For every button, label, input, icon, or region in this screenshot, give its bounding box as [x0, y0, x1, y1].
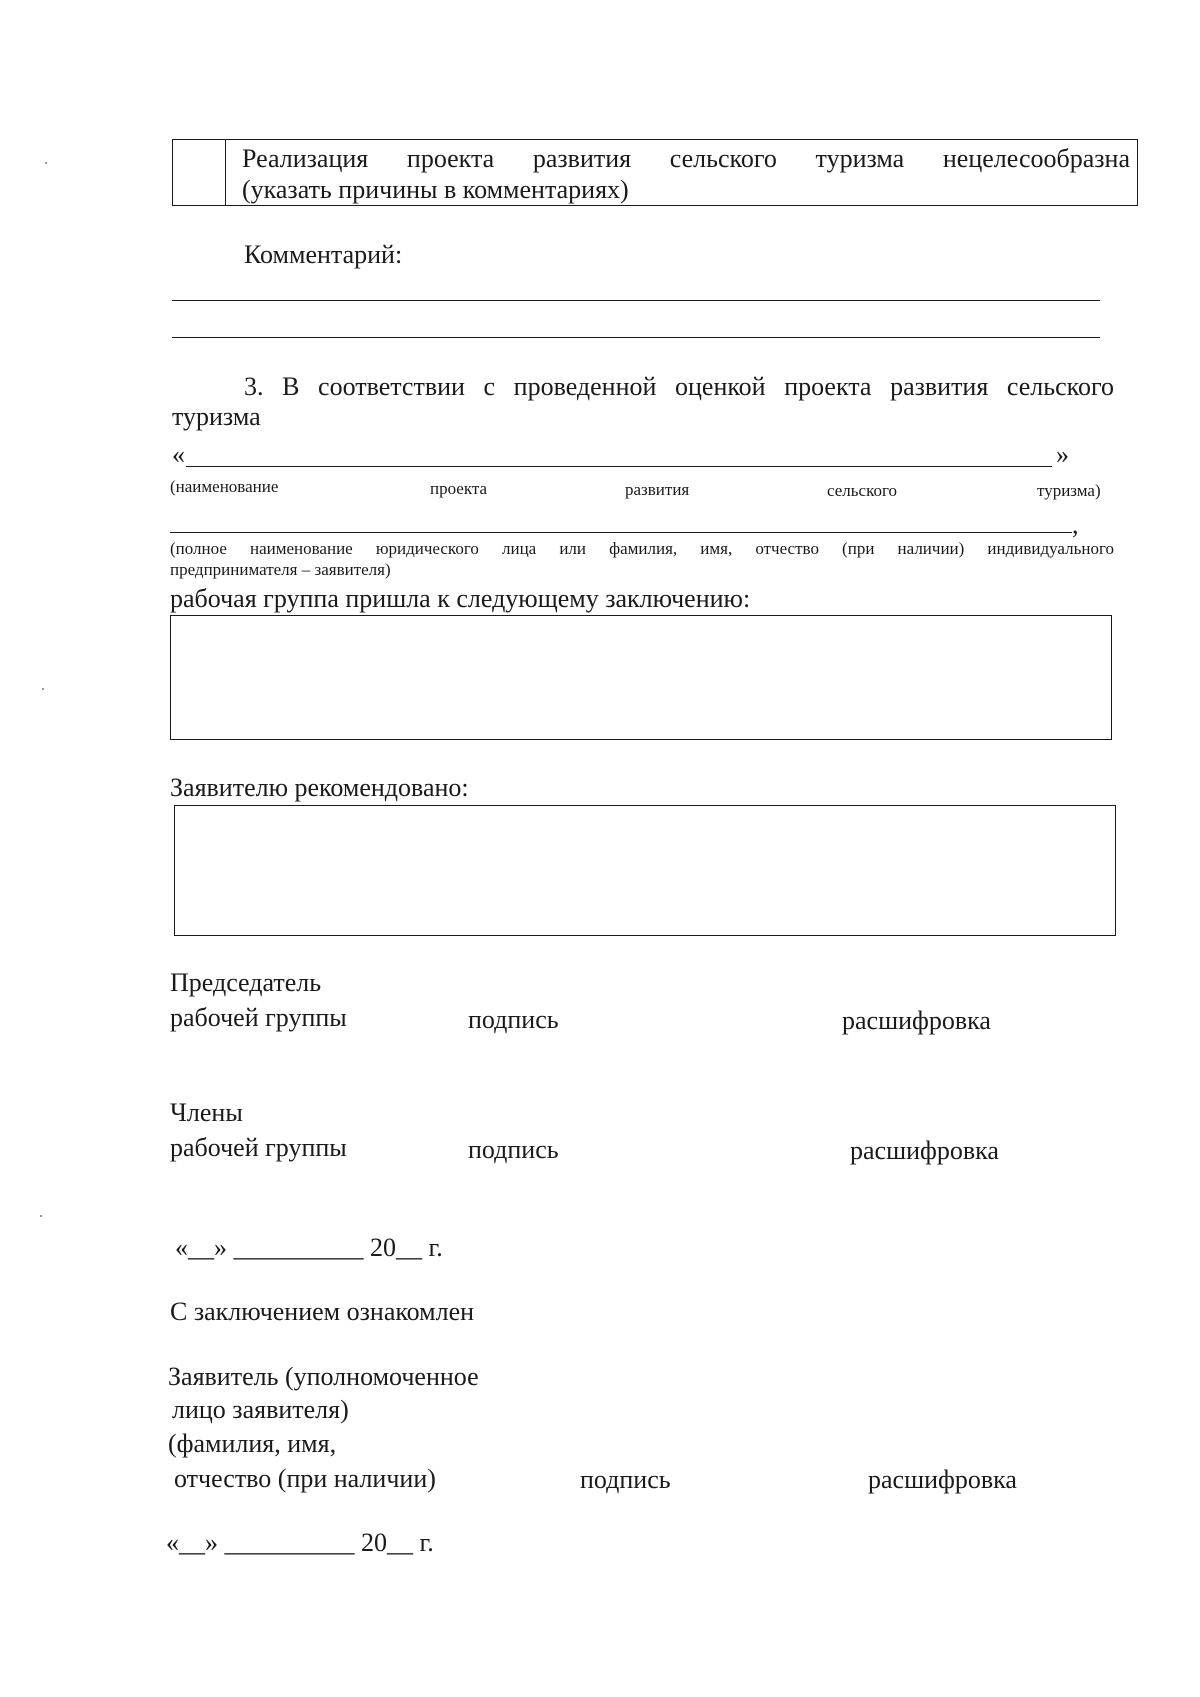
applicant-line3: (фамилия, имя,: [168, 1429, 337, 1458]
project-caption-4: сельского: [827, 481, 898, 500]
date2-month[interactable]: __________: [224, 1528, 355, 1557]
date2-quote-close: »: [205, 1528, 218, 1557]
date2-year-prefix: 20: [361, 1528, 387, 1557]
option-text-line1: Реализация проекта развития сельского туризма нецелесообразна: [242, 144, 1130, 173]
date1-year[interactable]: __: [396, 1233, 422, 1262]
applicant-comma: ,: [1072, 510, 1079, 539]
applicant-caption-line1: (полное наименование юридического лица или фамилия, имя, отчество (при наличии) индивидуального: [170, 539, 1114, 558]
applicant-line2: лицо заявителя): [172, 1395, 349, 1424]
date2-suffix: г.: [419, 1528, 434, 1557]
date2-quote-open: «: [166, 1528, 179, 1557]
chairman-role-line1: Председатель: [170, 968, 322, 997]
recommended-box[interactable]: [174, 805, 1116, 936]
applicant-caption-line2: предпринимателя – заявителя): [170, 560, 391, 579]
applicant-line1: Заявитель (уполномоченное: [168, 1362, 479, 1391]
scan-speck: [42, 688, 44, 690]
date1-year-prefix: 20: [370, 1233, 396, 1262]
project-caption-5: туризма): [1037, 481, 1101, 500]
scan-speck: [45, 162, 47, 164]
date1-day[interactable]: __: [188, 1233, 214, 1262]
date1-quote-close: »: [214, 1233, 227, 1262]
date1-month[interactable]: __________: [233, 1233, 364, 1262]
date1[interactable]: [175, 1233, 443, 1263]
project-caption-3: развития: [625, 480, 690, 499]
comment-line-1[interactable]: [172, 300, 1100, 301]
date2-day[interactable]: __: [179, 1528, 205, 1557]
date2[interactable]: [166, 1528, 434, 1558]
section3-line2: туризма: [172, 402, 261, 431]
conclusion-box[interactable]: [170, 615, 1112, 740]
members-signature: подпись: [468, 1135, 559, 1164]
comment-label: Комментарий:: [244, 240, 403, 269]
recommended-label: Заявителю рекомендовано:: [170, 773, 469, 802]
date1-suffix: г.: [428, 1233, 443, 1262]
date1-quote-open: «: [175, 1233, 188, 1262]
applicant-signature: подпись: [580, 1465, 671, 1494]
conclusion-label: рабочая группа пришла к следующему заключению:: [170, 584, 751, 613]
members-role-line2: рабочей группы: [170, 1133, 347, 1162]
chairman-signature: подпись: [468, 1005, 559, 1034]
project-name-field[interactable]: [186, 466, 1052, 467]
comment-line-2[interactable]: [172, 337, 1100, 338]
chairman-role-line2: рабочей группы: [170, 1003, 347, 1032]
project-caption-1: (наименование: [170, 477, 279, 496]
applicant-name-field[interactable]: [170, 532, 1072, 533]
option-checkbox[interactable]: [172, 139, 226, 206]
project-caption-2: проекта: [430, 479, 488, 498]
members-role-line1: Члены: [170, 1098, 243, 1127]
option-text-line2: (указать причины в комментариях): [242, 175, 629, 204]
members-decoding: расшифровка: [850, 1136, 999, 1165]
project-quote-open: «: [172, 440, 185, 469]
applicant-decoding: расшифровка: [868, 1465, 1017, 1494]
section3-line1: 3. В соответствии с проведенной оценкой проекта развития сельского: [244, 372, 1114, 401]
date2-year[interactable]: __: [387, 1528, 413, 1557]
scan-speck: [40, 1215, 42, 1217]
chairman-decoding: расшифровка: [842, 1006, 991, 1035]
project-quote-close: »: [1056, 440, 1069, 469]
acquainted-label: С заключением ознакомлен: [170, 1297, 475, 1326]
applicant-line4: отчество (при наличии): [174, 1464, 436, 1493]
